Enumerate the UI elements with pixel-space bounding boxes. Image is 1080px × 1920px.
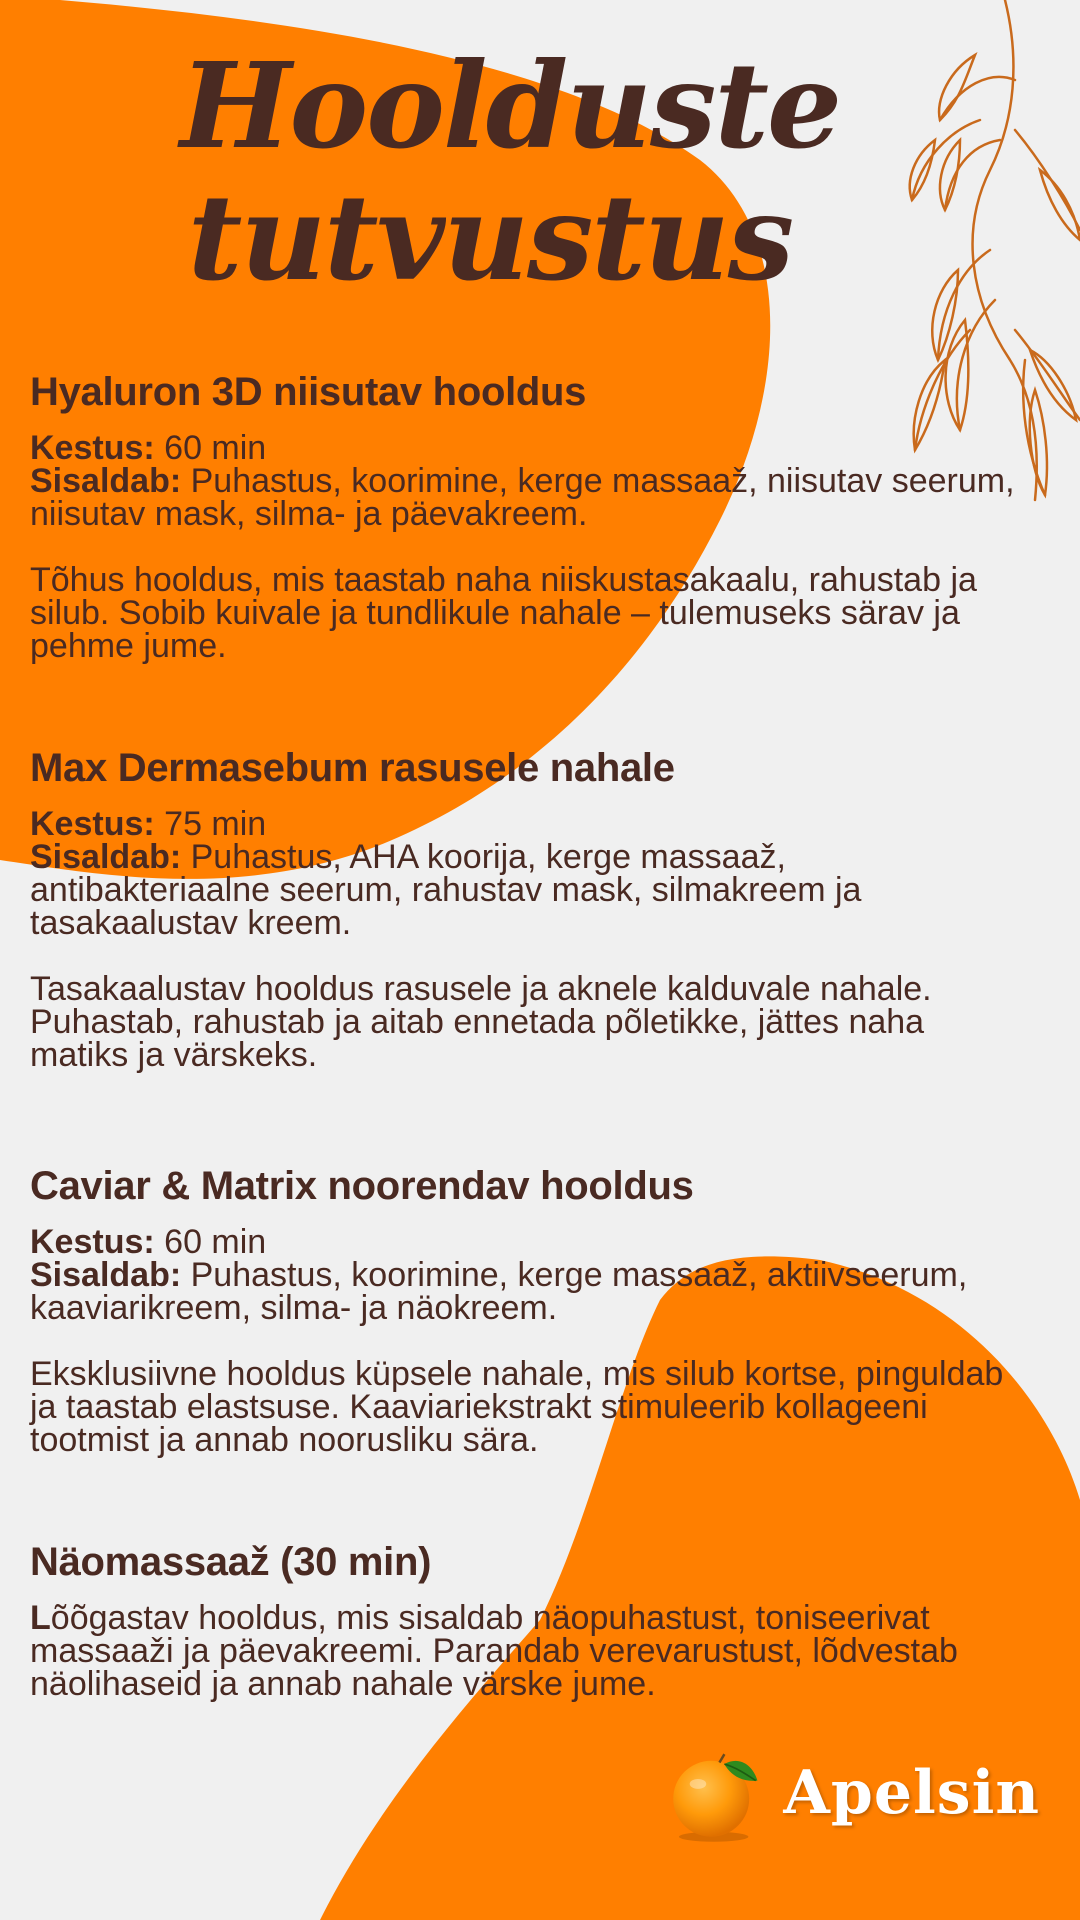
treatment-section	[30, 1162, 1030, 1457]
page-title	[180, 36, 841, 307]
treatment-description	[30, 1599, 1030, 1703]
duration-value: 75 min	[164, 805, 267, 843]
title-line-2: tutvustus	[187, 168, 793, 307]
includes-value: Puhastus, koorimine, kerge massaaž, aktiivseerum, kaaviarikreem, silma- ja näokreem.	[30, 1256, 968, 1327]
description-text: õõgastav hooldus, mis sisaldab näopuhastust, toniseerivat massaaži ja päevakreemi. Parandab verevarustust, lõdvestab näolihaseid ja annab nahale värske jume.	[30, 1599, 958, 1703]
treatment-description: Eksklusiivne hooldus küpsele nahale, mis silub kortse, pinguldab ja taastab elastsuse. Kaaviariekstrakt stimuleerib kollageeni tootmist ja annab noorusliku sära.	[30, 1355, 1004, 1459]
duration-line	[30, 805, 1030, 843]
duration-value: 60 min	[164, 429, 267, 467]
duration-label: Kestus:	[30, 429, 155, 467]
logo-text: Apelsin	[783, 1758, 1040, 1828]
treatment-title: Caviar & Matrix noorendav hooldus	[30, 1164, 694, 1208]
duration-label: Kestus:	[30, 805, 155, 843]
treatment-title: Hyaluron 3D niisutav hooldus	[30, 370, 587, 414]
duration-line	[30, 1223, 1030, 1261]
duration-line	[30, 429, 1030, 467]
treatment-title: Näomassaaž (30 min)	[30, 1540, 432, 1584]
includes-label: Sisaldab:	[30, 1256, 182, 1294]
treatment-info	[30, 805, 1030, 942]
treatment-info	[30, 429, 1030, 533]
orange-fruit-icon	[660, 1728, 767, 1858]
includes-line	[30, 838, 1030, 942]
treatment-section	[30, 744, 1030, 1072]
treatment-section	[30, 1538, 1030, 1701]
includes-label: Sisaldab:	[30, 838, 182, 876]
includes-value: Puhastus, AHA koorija, kerge massaaž, antibakteriaalne seerum, rahustav mask, silmakreem ja tasakaalustav kreem.	[30, 838, 862, 942]
includes-label: Sisaldab:	[30, 462, 182, 500]
includes-line	[30, 1256, 1030, 1327]
title-line-1: Hoolduste	[180, 36, 841, 175]
treatment-section	[30, 368, 1030, 663]
includes-line	[30, 462, 1030, 533]
treatment-description: Tasakaalustav hooldus rasusele ja aknele kalduvale nahale. Puhastab, rahustab ja aitab ennetada põletikke, jättes naha matiks ja värskeks.	[30, 970, 932, 1074]
duration-label: Kestus:	[30, 1223, 155, 1261]
treatment-info	[30, 1223, 1030, 1327]
treatment-title: Max Dermasebum rasusele nahale	[30, 746, 675, 790]
includes-value: Puhastus, koorimine, kerge massaaž, niisutav seerum, niisutav mask, silma- ja päevakreem.	[30, 462, 1015, 533]
treatment-description: Tõhus hooldus, mis taastab naha niiskustasakaalu, rahustab ja silub. Sobib kuivale ja tundlikule nahale – tulemuseks särav ja pehme jume.	[30, 561, 977, 665]
brand-logo	[660, 1728, 1040, 1858]
description-initial: L	[30, 1599, 51, 1637]
duration-value: 60 min	[164, 1223, 267, 1261]
